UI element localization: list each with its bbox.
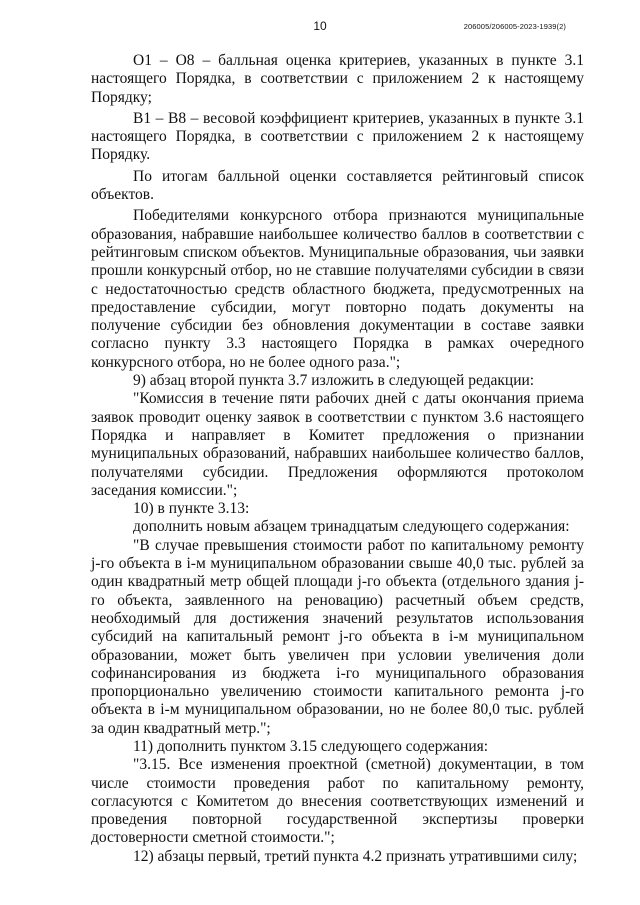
document-code: 206005/206005-2023-1939(2) bbox=[463, 22, 566, 31]
paragraph-add-new: дополнить новым абзацем тринадцатым следующего содержания: bbox=[133, 518, 570, 536]
paragraph-item-9: 9) абзац второй пункта 3.7 изложить в следующей редакции: bbox=[133, 372, 535, 390]
paragraph-3-15: "3.15. Все изменения проектной (сметной) документации, в том числе стоимости проведения работ по капитальному ремонту, согласуются с Комитетом до внесения соответствующих изменений и проведения повторной государственной экспертизы проверки достоверности сметной стоимости."; bbox=[91, 756, 584, 847]
document-body bbox=[91, 52, 584, 866]
paragraph-winners: Победителями конкурсного отбора признаются муниципальные образования, набравшие наибольшее количество баллов в соответствии с рейтинговым списком объектов. Муниципальные образования, чьи заявки прошли конкурсный отбор, но не ставшие получателями субсидии в связи с недостаточностью средств областного бюджета, предусмотренных на предоставление субсидии, могут повторно подать документы на получение субсидии без обновления документации в составе заявки согласно пункту 3.3 настоящего Порядка в рамках очередного конкурсного отбора, но не более одного раза."; bbox=[91, 207, 584, 371]
paragraph-item-10: 10) в пункте 3.13: bbox=[133, 500, 250, 518]
paragraph-item-11: 11) дополнить пунктом 3.15 следующего содержания: bbox=[133, 737, 489, 755]
page-number: 10 bbox=[313, 19, 327, 33]
paragraph-rating-list: По итогам балльной оценки составляется рейтинговый список объектов. bbox=[91, 167, 584, 204]
paragraph-cost-excess: "В случае превышения стоимости работ по капитальному ремонту j-го объекта в i-м муниципальном образовании свыше 40,0 тыс. рублей за один квадратный метр общей площади j-го объекта (отдельного здания j-го объекта, заявленного на реновацию) расчетный объем средств, необходимый для достижения значений результатов использования субсидий на капитальный ремонт j-го объекта в i-м муниципальном образовании, может быть увеличен при условии увеличения доли софинансирования из бюджета i-го муниципального образования пропорционально увеличению стоимости капитального ремонта j-го объекта в i-м муниципальном образовании, но не более 80,0 тыс. рублей за один квадратный метр."; bbox=[91, 536, 584, 737]
paragraph-o-criteria: О1 – О8 – балльная оценка критериев, указанных в пункте 3.1 настоящего Порядка, в соответствии с приложением 2 к настоящему Порядку; bbox=[91, 52, 584, 106]
paragraph-b-coefficient: В1 – В8 – весовой коэффициент критериев, указанных в пункте 3.1 настоящего Порядка, в соответствии с приложением 2 к настоящему Порядку. bbox=[91, 109, 584, 164]
paragraph-item-12: 12) абзацы первый, третий пункта 4.2 признать утратившими силу; bbox=[133, 847, 578, 865]
paragraph-commission: "Комиссия в течение пяти рабочих дней с даты окончания приема заявок проводит оценку заявок в соответствии с пунктом 3.6 настоящего Порядка и направляет в Комитет предложения о признании муниципальных образований, набравших наибольшее количество баллов, получателями субсидии. Предложения оформляются протоколом заседания комиссии."; bbox=[91, 390, 584, 499]
